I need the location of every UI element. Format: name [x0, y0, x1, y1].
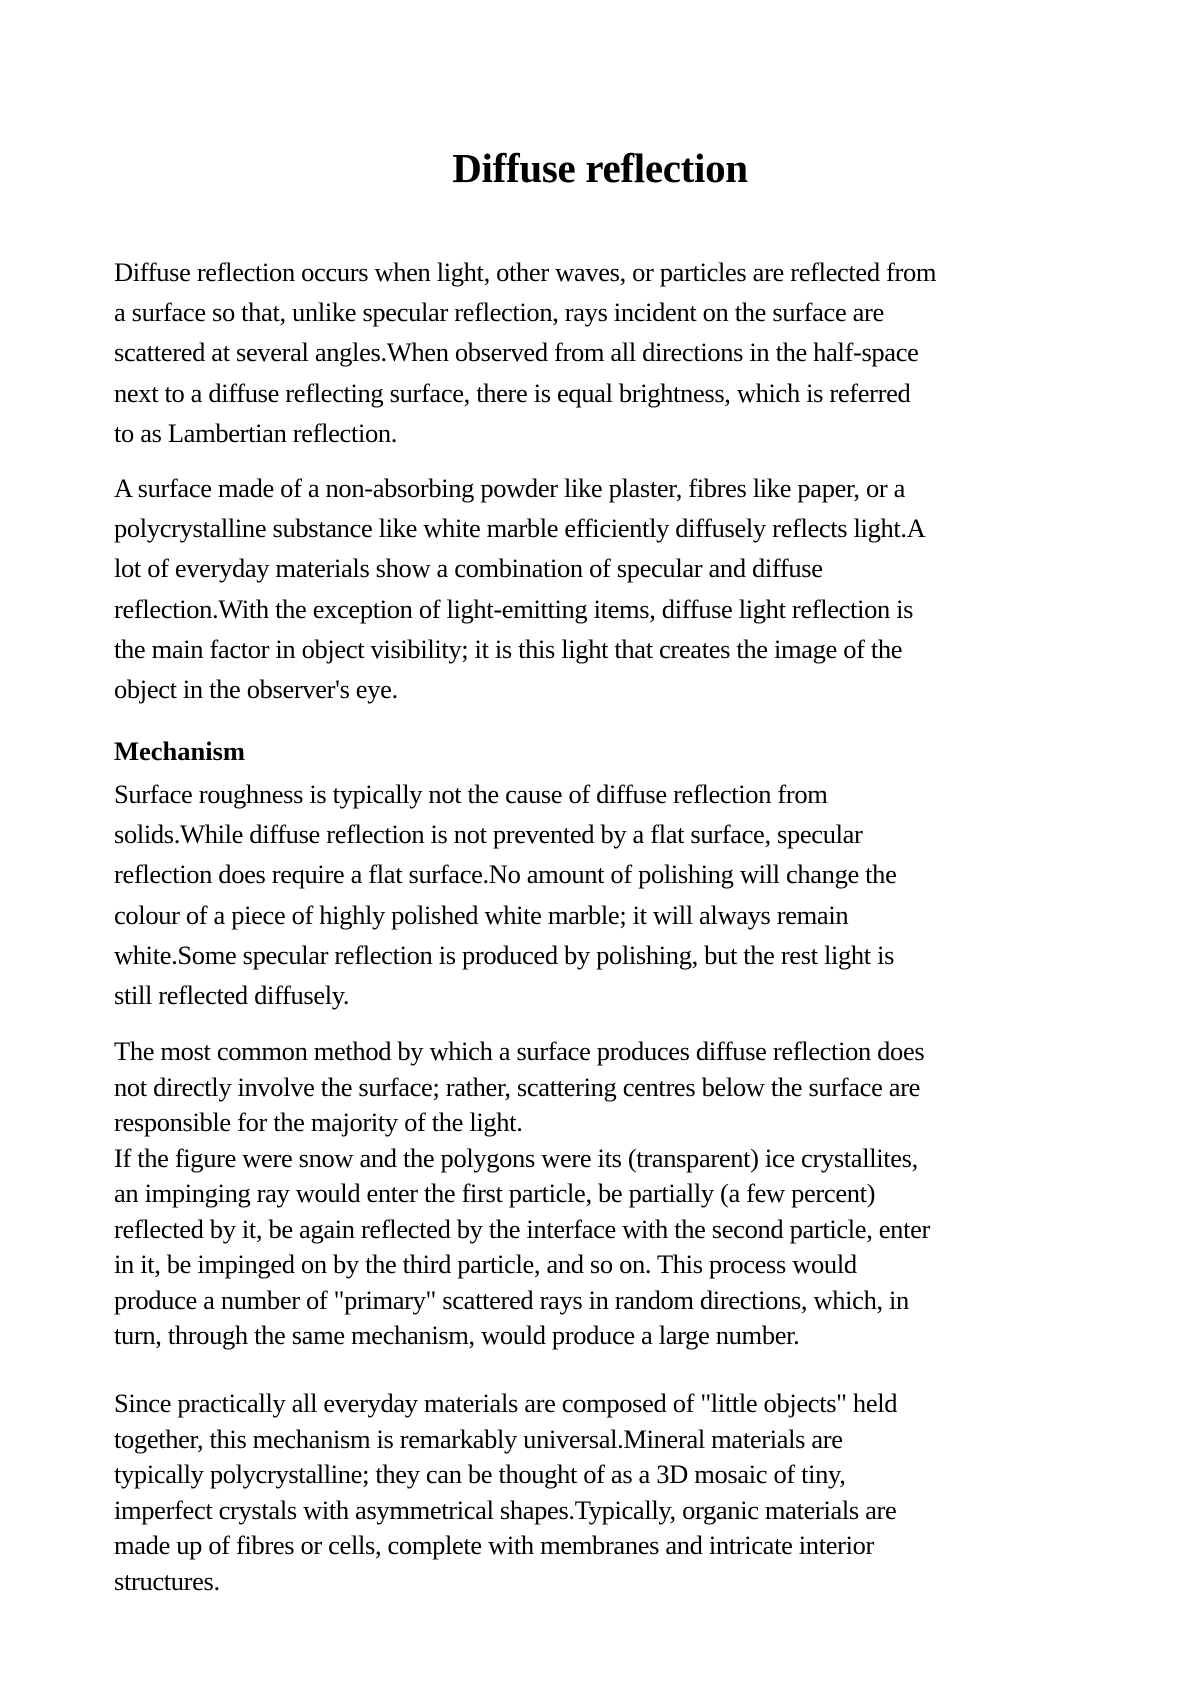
paragraph-surface-roughness: Surface roughness is typically not the cause of diffuse reflection from solids.While diffuse reflection is not prevented by a flat surface, specular reflection does require a flat surface.No amount of polishing will change the colour of a piece of highly polished white marble; it will always remain white.Some specular reflection is produced by polishing, but the rest light is still reflected diffusely.	[114, 779, 897, 1011]
paragraph-materials: A surface made of a non-absorbing powder like plaster, fibres like paper, or a polycrystalline substance like white marble efficiently diffusely reflects light.A lot of everyday materials show a combination of specular and diffuse reflection.With the exception of light-emitting items, diffuse light reflection is the main factor in object visibility; it is this light that creates the image of the object in the observer's eye.	[114, 473, 926, 705]
paragraph-intro: Diffuse reflection occurs when light, other waves, or particles are reflected from a surface so that, unlike specular reflection, rays incident on the surface are scattered at several angles.When observed from all directions in the half-space next to a diffuse reflecting surface, there is equal brightness, which is referred to as Lambertian reflection.	[114, 257, 937, 448]
paragraph-scattering-centres: The most common method by which a surface produces diffuse reflection does not directly involve the surface; rather, scattering centres below the surface are responsible for the majority of the light. If the figure were snow and the polygons were its (transparent) ice crystallites, an impinging ray would enter the first particle, be partially (a few percent) reflected by it, be again reflected by the interface with the second particle, enter in it, be impinged on by the third particle, and so on. This process would produce a number of "primary" scattered rays in random directions, which, in turn, through the same mechanism, would produce a large number.	[114, 1036, 930, 1350]
document-title: Diffuse reflection	[452, 145, 748, 191]
section-heading-mechanism: Mechanism	[114, 736, 246, 766]
paragraph-universal-mechanism: Since practically all everyday materials are composed of "little objects" held together, this mechanism is remarkably universal.Mineral materials are typically polycrystalline; they can be thought of as a 3D mosaic of tiny, imperfect crystals with asymmetrical shapes.Typically, organic materials are made up of fibres or cells, complete with membranes and intricate interior structures.	[114, 1388, 898, 1596]
